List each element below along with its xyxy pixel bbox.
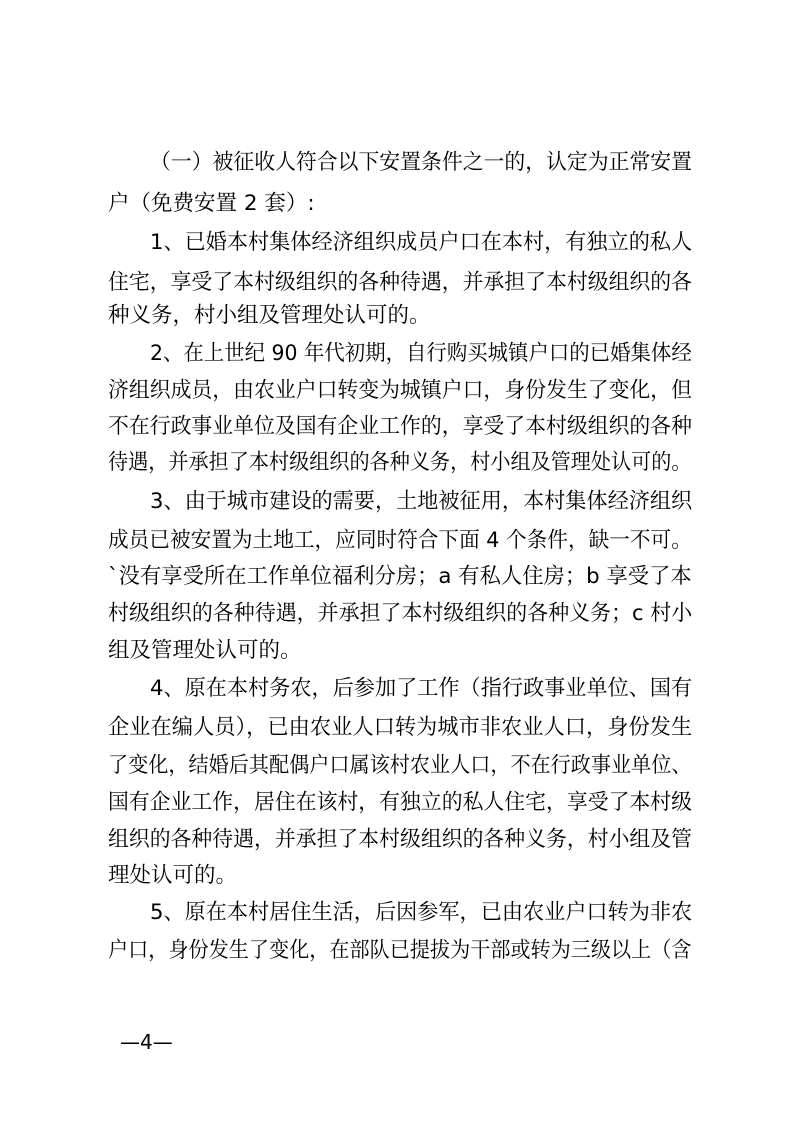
item-1-line-3: 种义务，村小组及管理处认可的。 [108,303,431,328]
item-3-line-5: 组及管理处认可的。 [108,638,302,663]
item-4-line-2: 企业在编人员），已由农业人口转为城市非农业人口，身份发生 [108,715,693,740]
paragraph-1-line-1: （一）被征收人符合以下安置条件之一的，认定为正常安置 [150,150,693,175]
item-5-line-2: 户口，身份发生了变化，在部队已提拔为干部或转为三级以上（含 [108,938,692,963]
item-3-line-3: `没有享受所在工作单位福利分房；a 有私人住房；b 享受了本 [108,564,692,589]
item-2-line-3: 不在行政事业单位及国有企业工作的，享受了本村级组织的各种 [108,414,693,439]
item-4-line-6: 理处认可的。 [108,863,238,888]
item-4-line-3: 了变化，结婚后其配偶户口属该村农业人口，不在行政事业单位、 [108,753,692,778]
item-4-line-5: 组织的各种待遇，并承担了本村级组织的各种义务，村小组及管 [108,827,693,852]
item-2-line-1: 2、在上世纪 90 年代初期，自行购买城镇户口的已婚集体经 [150,341,692,366]
item-4-line-1: 4、原在本村务农，后参加了工作（指行政事业单位、国有 [150,676,693,701]
item-5-line-1: 5、原在本村居住生活，后因参军，已由农业户口转为非农 [150,900,693,925]
item-1-line-2: 住宅，享受了本村级组织的各种待遇，并承担了本村级组织的各 [108,270,693,295]
item-1-line-1: 1、已婚本村集体经济组织成员户口在本村，有独立的私人 [150,230,693,255]
item-4-line-4: 国有企业工作，居住在该村，有独立的私人住宅，享受了本村级 [108,790,693,815]
item-3-line-2: 成员已被安置为土地工，应同时符合下面 4 个条件，缺一不可。 [108,528,692,553]
item-2-line-4: 待遇，并承担了本村级组织的各种义务，村小组及管理处认可的。 [108,450,692,475]
paragraph-1-line-2: 户（免费安置 2 套）: [108,191,315,216]
item-3-line-4: 村级组织的各种待遇，并承担了本村级组织的各种义务；c 村小 [108,601,693,626]
item-3-line-1: 3、由于城市建设的需要，土地被征用，本村集体经济组织 [150,489,693,514]
item-2-line-2: 济组织成员，由农业户口转变为城镇户口，身份发生了变化，但 [108,378,693,403]
page-number: —4— [120,1030,173,1054]
